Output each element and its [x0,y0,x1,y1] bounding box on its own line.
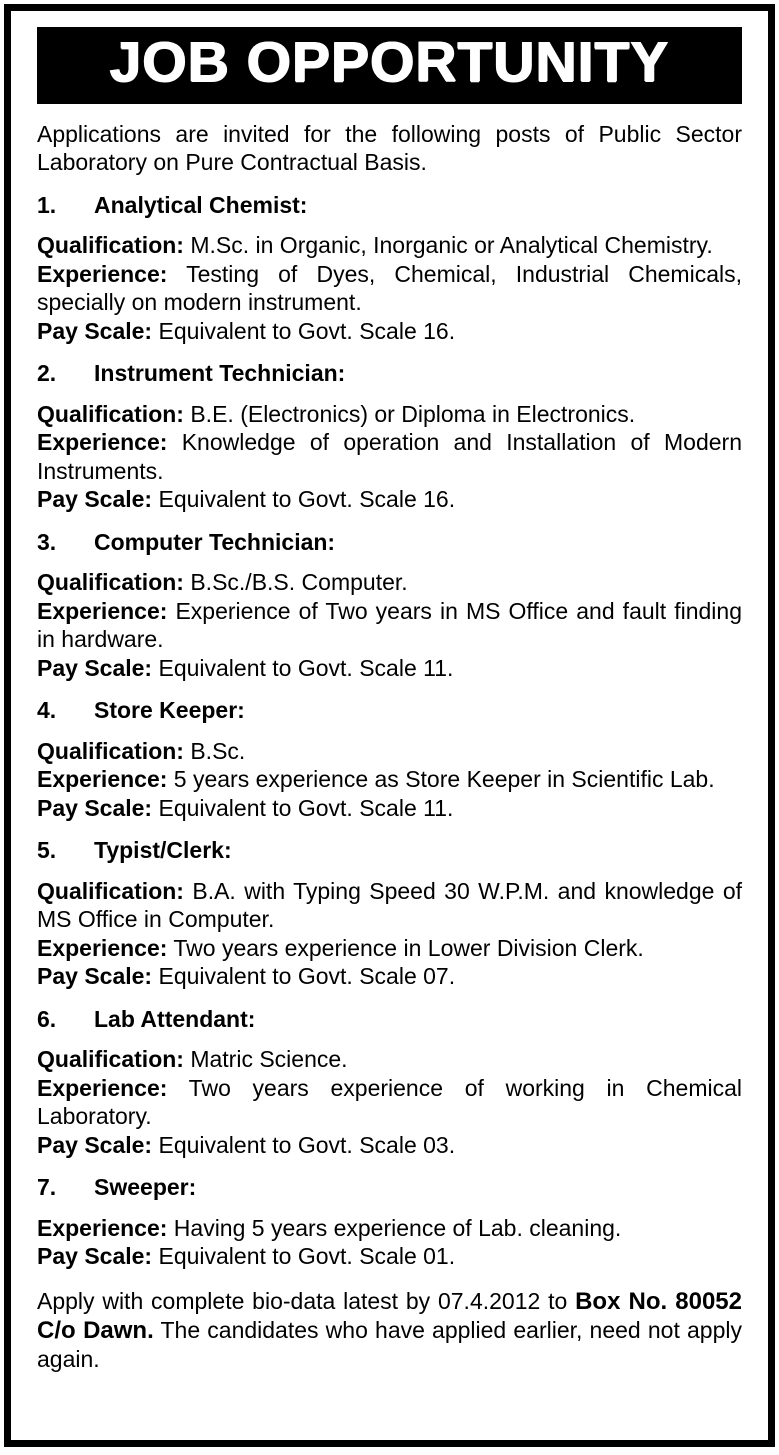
position-title: Lab Attendant: [94,1005,256,1032]
ad-title: JOB OPPORTUNITY [109,30,670,94]
field-text: B.A. with Typing Speed 30 W.P.M. and knowledge of MS Office in Computer. [37,877,742,933]
positions-list [37,191,742,1271]
position-field [37,794,742,823]
intro-paragraph: Applications are invited for the following posts of Public Sector Laboratory on Pure Contractual Basis. [37,120,742,176]
position-field [37,400,742,429]
position-section [37,191,742,346]
closing-text: The candidates who have applied earlier, need not apply again. [37,1316,742,1372]
field-text: Equivalent to Govt. Scale 03. [152,1131,456,1158]
field-label: Qualification: [37,877,184,904]
field-text: Equivalent to Govt. Scale 16. [152,486,456,513]
position-title: Instrument Technician: [94,360,346,387]
position-title: Typist/Clerk: [94,837,232,864]
closing-text: Apply with complete bio-data latest by 07.4.2012 to [37,1287,576,1314]
field-label: Pay Scale: [37,486,153,513]
position-number: 6. [37,1005,57,1032]
field-text: Equivalent to Govt. Scale 01. [152,1243,456,1270]
field-label: Experience: [37,1214,168,1241]
field-text: B.Sc. [183,737,246,764]
position-field [37,877,742,934]
position-number: 3. [37,528,57,555]
position-number: 7. [37,1174,57,1201]
position-field [37,765,742,794]
position-field [37,934,742,963]
position-number: 2. [37,360,57,387]
position-field [37,1131,742,1160]
position-section [37,696,742,822]
position-field [37,1045,742,1074]
position-section [37,359,742,514]
position-number: 1. [37,191,57,218]
field-text: M.Sc. in Organic, Inorganic or Analytical Chemistry. [183,232,713,259]
position-title: Analytical Chemist: [94,191,308,218]
field-text: Testing of Dyes, Chemical, Industrial Chemicals, specially on modern instrument. [37,260,742,316]
position-heading [37,836,742,865]
field-text: Equivalent to Govt. Scale 11. [152,654,454,681]
field-text: B.E. (Electronics) or Diploma in Electronics. [183,400,636,427]
field-label: Qualification: [37,232,184,259]
position-heading [37,359,742,388]
field-label: Qualification: [37,1046,184,1073]
field-label: Pay Scale: [37,963,153,990]
field-label: Experience: [37,597,168,624]
position-field [37,231,742,260]
field-text: B.Sc./B.S. Computer. [183,569,408,596]
field-text: Two years experience of working in Chemical Laboratory. [37,1074,742,1130]
position-field [37,260,742,317]
position-title: Sweeper: [94,1174,197,1201]
field-label: Experience: [37,766,168,793]
position-field [37,654,742,683]
field-text: Two years experience in Lower Division Clerk. [167,934,644,961]
position-field [37,962,742,991]
position-section [37,836,742,991]
position-number: 4. [37,697,57,724]
field-text: Having 5 years experience of Lab. cleaning. [167,1214,622,1241]
field-label: Experience: [37,934,168,961]
field-label: Pay Scale: [37,317,153,344]
position-heading [37,696,742,725]
field-text: Equivalent to Govt. Scale 11. [152,794,454,821]
field-text: Equivalent to Govt. Scale 16. [152,317,456,344]
position-field [37,597,742,654]
closing-paragraph [37,1287,742,1374]
position-heading [37,1173,742,1202]
field-label: Qualification: [37,400,184,427]
field-label: Pay Scale: [37,1243,153,1270]
position-section [37,528,742,683]
position-number: 5. [37,837,57,864]
field-label: Experience: [37,1074,168,1101]
job-advertisement [4,4,775,1447]
position-field [37,1074,742,1131]
field-label: Experience: [37,429,168,456]
position-field [37,485,742,514]
ad-header-bar [37,27,742,104]
field-text: 5 years experience as Store Keeper in Scientific Lab. [167,766,715,793]
field-label: Pay Scale: [37,654,153,681]
field-text: Knowledge of operation and Installation of Modern Instruments. [37,429,742,484]
position-field [37,1242,742,1271]
ad-body [37,120,742,1374]
position-section [37,1005,742,1160]
position-title: Computer Technician: [94,528,336,555]
position-field [37,737,742,766]
closing-box-number-text: Box No. 80052 C/o Dawn. [37,1287,742,1344]
field-label: Pay Scale: [37,794,153,821]
position-heading [37,528,742,557]
position-field [37,317,742,346]
position-field [37,428,742,485]
field-text: Equivalent to Govt. Scale 07. [152,963,456,990]
field-label: Qualification: [37,737,184,764]
position-heading [37,191,742,220]
position-field [37,1214,742,1243]
field-text: Matric Science. [183,1046,348,1073]
position-title: Store Keeper: [94,697,245,724]
position-heading [37,1005,742,1034]
field-label: Experience: [37,260,168,287]
field-text: Experience of Two years in MS Office and fault finding in hardware. [37,597,742,653]
field-label: Pay Scale: [37,1131,153,1158]
position-section [37,1173,742,1271]
field-label: Qualification: [37,569,184,596]
position-field [37,568,742,597]
